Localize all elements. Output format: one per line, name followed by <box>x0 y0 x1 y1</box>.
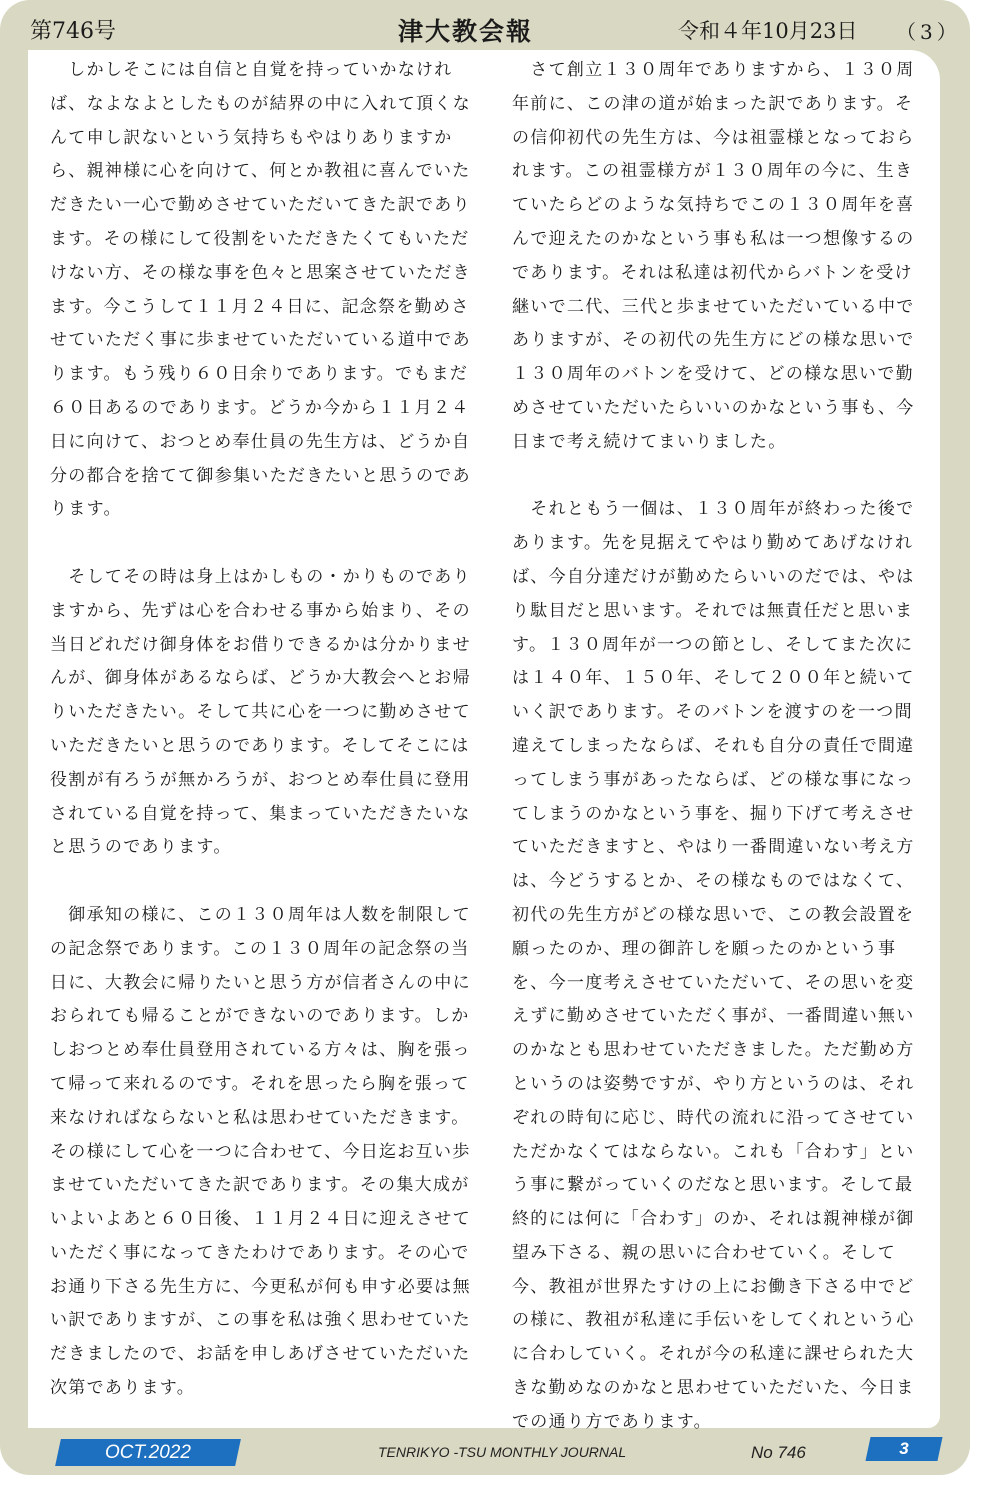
left-paragraph-3: 御承知の様に、この１３０周年は人数を制限しての記念祭であります。この１３０周年の記念祭の当日に、大教会に帰りたいと思う方が信者さんの中におられても帰ることができないのであります。しかしおつとめ奉仕員登用されている方々は、胸を張って帰って来れるのです。それを思ったら胸を張って来なければならないと私は思わせていただきます。その様にして心を一つに合わせて、今日迄お互い歩ませていただいてきた訳であります。その集大成がいよいよあと６０日後、１１月２４日に迎えさせていただく事になってきたわけであります。その心でお通り下さる先生方に、今更私が何も申す必要は無い訳でありますが、この事を私は強く思わせていただきましたので、お話を申しあげさせていただいた次第であります。 <box>50 904 471 1399</box>
page-label: （3） <box>896 20 961 44</box>
left-paragraph-1: しかしそこには自信と自覚を持っていかなければ、なよなよとしたものが結界の中に入れて頂くなんて申し訳ないという気持ちもやはりありますから、親神様に心を向けて、何とか教祖に喜んでいただきたい一心で勤めさせていただいてきた訳であります。その様にして役割をいただきたくてもいただけない方、その様な事を色々と思案させていただきます。今こうして１１月２４日に、記念祭を勤めさせていただく事に歩ませていただいている道中であります。もう残り６０日余りであります。でもまだ６０日あるのであります。どうか今から１１月２４日に向けて、おつとめ奉仕員の先生方は、どうか自分の都合を捨てて御参集いただきたいと思うのであります。 <box>50 60 471 520</box>
month-label: OCT.2022 <box>105 1442 191 1463</box>
left-paragraph-2: そしてその時は身上はかしもの・かりものでありますから、先ずは心を合わせる事から始まり、その当日どれだけ御身体をお借りできるかは分かりませんが、御身体があるならば、どうか大教会へとお帰りいただきたい。そして共に心を一つに勤めさせていただきたいと思うのであります。そしてそこには役割が有ろうが無かろうが、おつとめ奉仕員に登用されている自覚を持って、集まっていただきたいなと思うのであります。 <box>50 566 471 858</box>
page-number: 3 <box>899 1439 909 1458</box>
page-header <box>0 0 1000 54</box>
page-footer <box>0 1430 1000 1480</box>
right-paragraph-2: それともう一個は、１３０周年が終わった後であります。先を見据えてやはり勤めてあげなければ、今自分達だけが勤めたらいいのだでは、やはり駄目だと思います。それでは無責任だと思います。１３０周年が一つの節とし、そしてまた次には１４０年、１５０年、そして２００年と続いていく訳であります。そのバトンを渡すのを一つ間違えてしまったならば、それも自分の責任で間違ってしまう事があったならば、どの様な事になってしまうのかなという事を、掘り下げて考えさせていただきますと、やはり一番間違いない考え方は、今どうするとか、その様なものではなくて、初代の先生方がどの様な思いで、この教会設置を願ったのか、理の御許しを願ったのかという事を、今一度考えさせていただいて、その思いを変えずに勤めさせていただく事が、一番間違い無いのかなとも思わせていただきました。ただ勤め方というのは姿勢ですが、やり方というのは、それぞれの時旬に応じ、時代の流れに沿ってさせていただかなくてはならない。これも「合わす」という事に繋がっていくのだなと思います。そして最終的には何に「合わす」のか、それは親神様が御望み下さる、親の思いに合わせていく。そして今、教祖が世界たすけの上にお働き下さる中でどの様に、教祖が私達に手伝いをしてくれという心に合わしていく。それが今の私達に課せられた大きな勤めなのかなと思わせていただいた、今日までの通り方であります。 <box>512 499 915 1432</box>
right-paragraph-1: さて創立１３０周年でありますから、１３０周年前に、この津の道が始まった訳であります。その信仰初代の先生方は、今は祖霊様となっておられます。この祖霊様方が１３０周年の今に、生きていたらどのような気持ちでこの１３０周年を喜んで迎えたのかなという事も私は一つ想像するのであります。それは私達は初代からバトンを受け継いで二代、三代と歩ませていただいている中でありますが、その初代の先生方にどの様な思いで１３０周年のバトンを受けて、どの様な思いで勤めさせていただいたらいいのかなという事も、今日まで考え続けてまいりました。 <box>512 60 915 452</box>
issue-number: 第746号 <box>30 19 116 44</box>
right-column <box>512 54 930 1440</box>
newsletter-title: 津大教会報 <box>398 17 534 46</box>
issue-date: 令和４年10月23日 <box>678 19 858 43</box>
journal-number: No 746 <box>751 1443 806 1462</box>
page-number-badge <box>865 1437 942 1461</box>
left-column <box>50 54 475 1406</box>
journal-name: TENRIKYO -TSU MONTHLY JOURNAL <box>378 1444 627 1460</box>
month-badge <box>55 1439 241 1466</box>
